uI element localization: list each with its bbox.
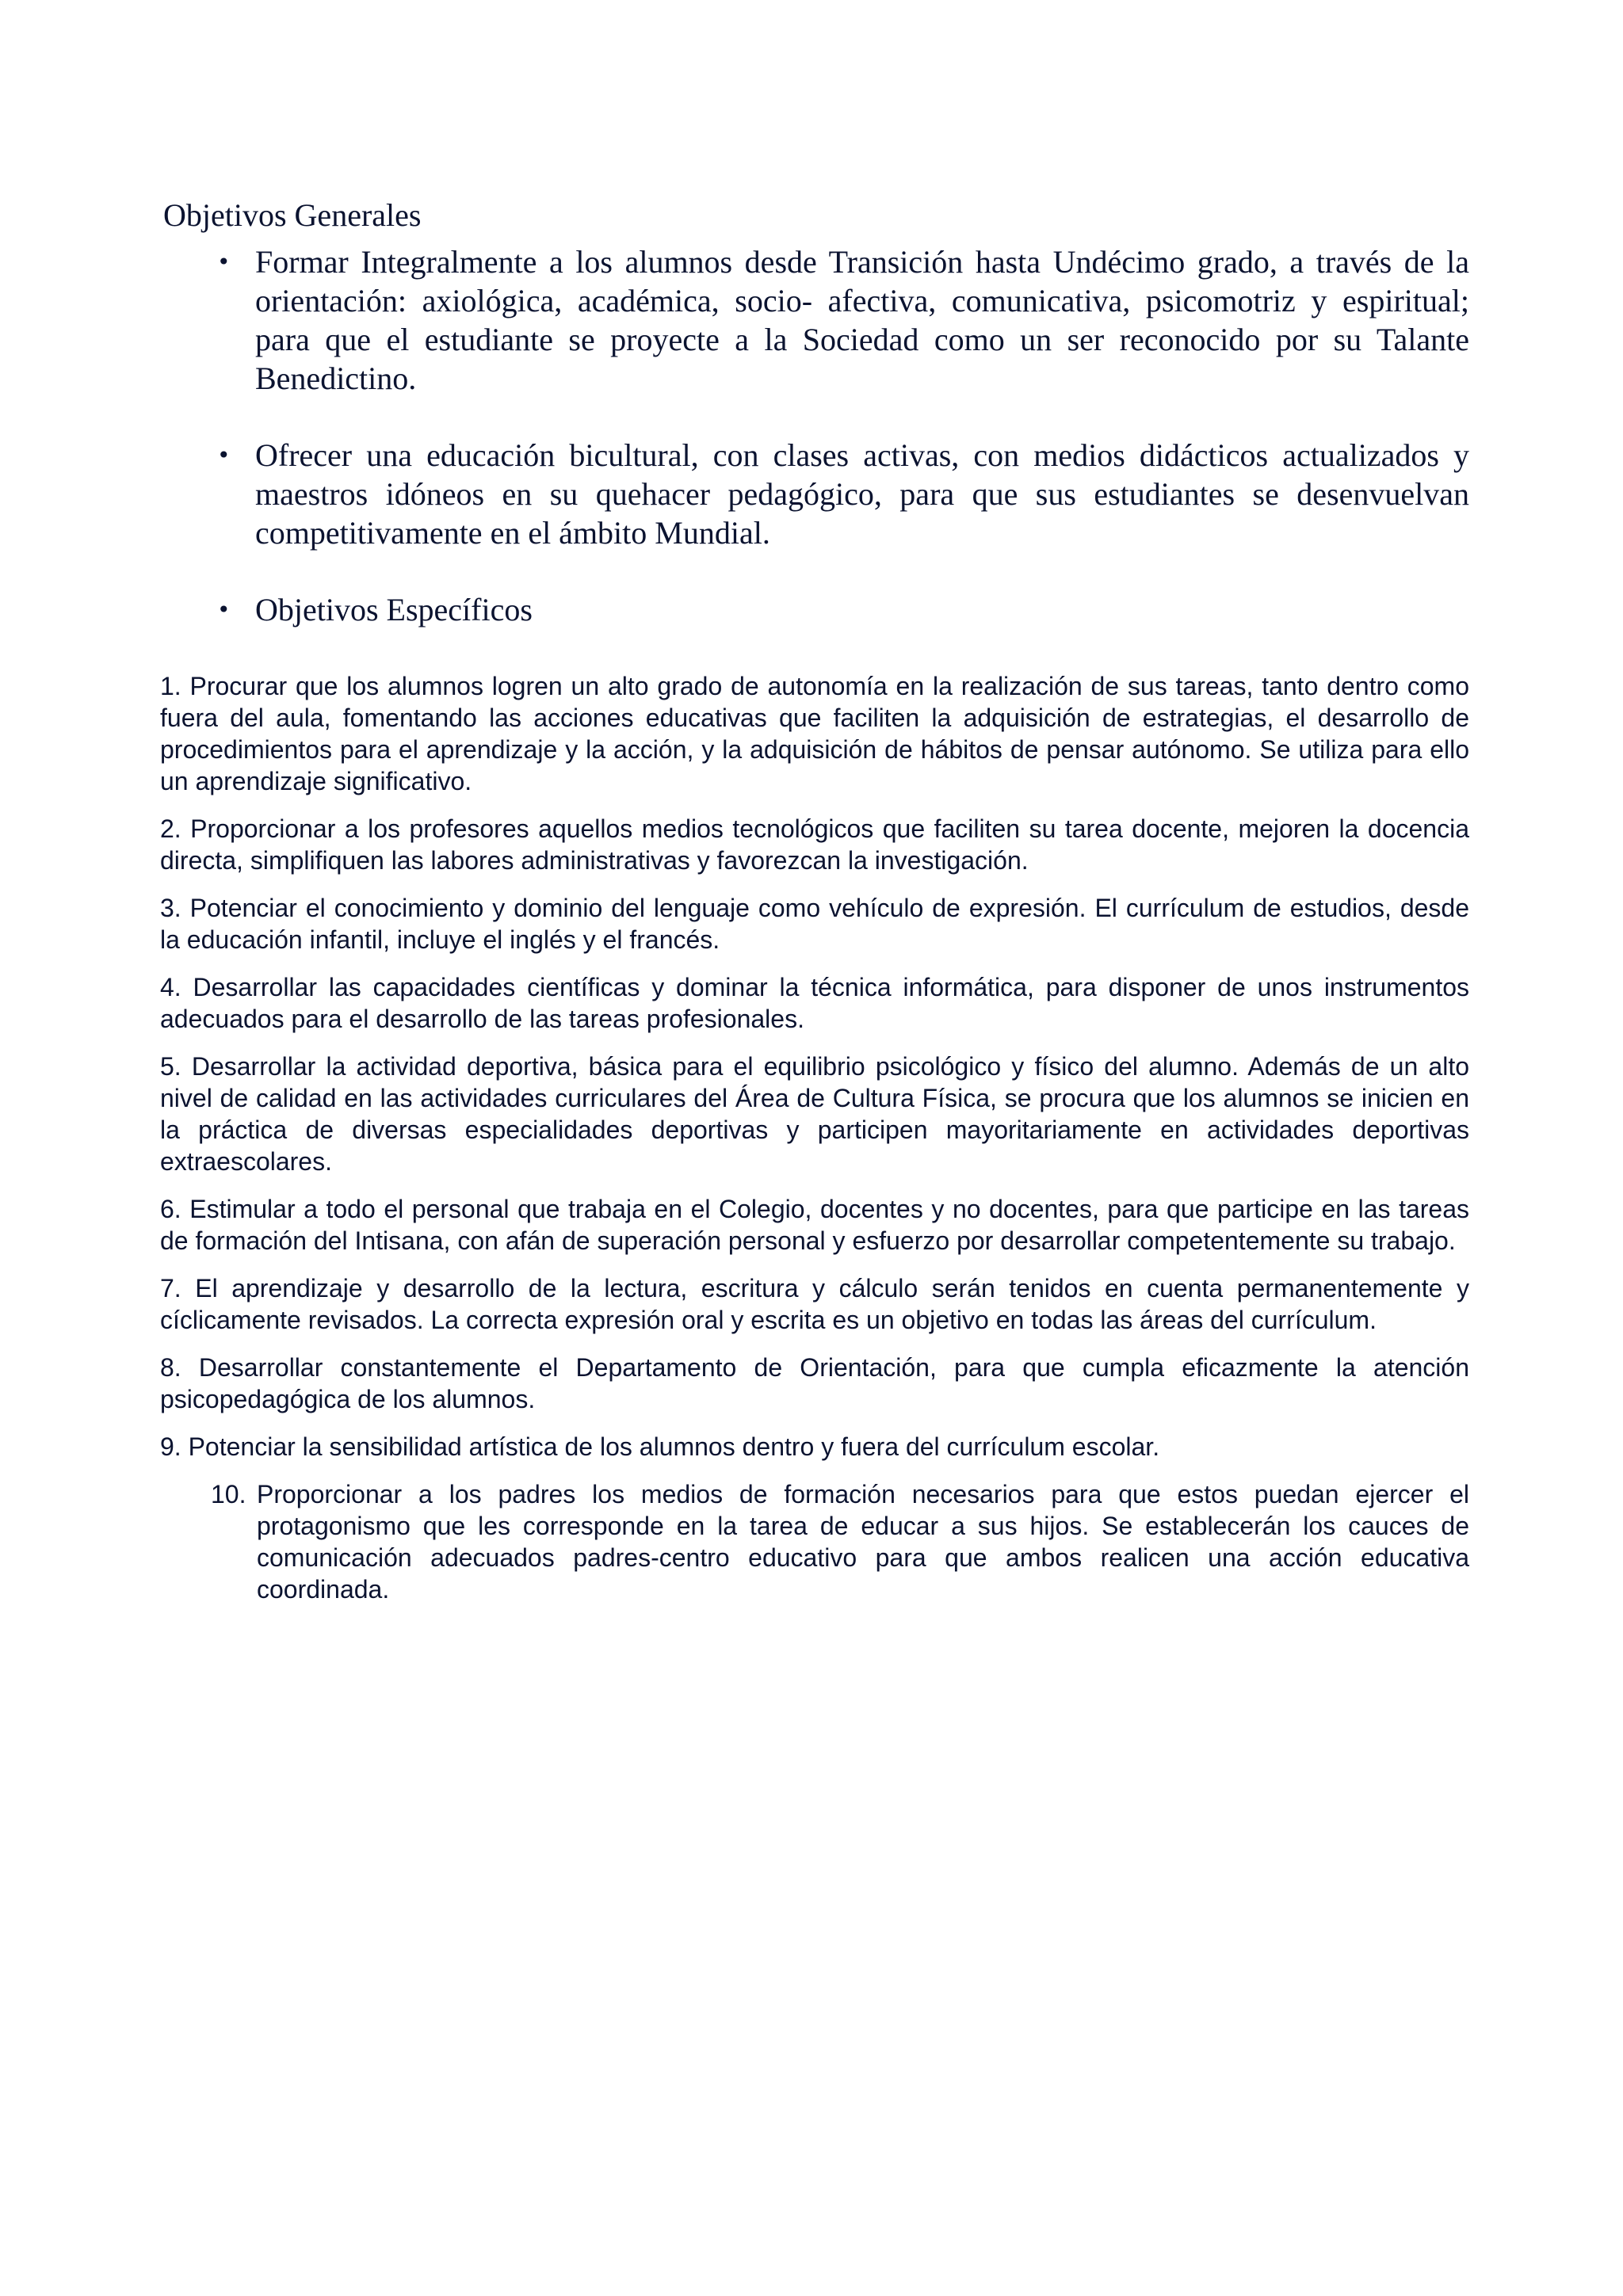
objective-text: Proporcionar a los padres los medios de formación necesarios para que estos puedan ejercer el protagonismo que les corresponde en la tarea de educar a sus hijos. Se establecerán los cauces de comunicación adecuados padres-centro educativo para que ambos realicen una acción educativa coordinada.	[257, 1480, 1469, 1604]
bullet-icon: •	[217, 249, 231, 275]
specific-objective-10	[211, 1478, 1469, 1605]
bullet-icon: •	[217, 597, 231, 623]
specific-objective-7: 7. El aprendizaje y desarrollo de la lectura, escritura y cálculo serán tenidos en cuenta permanentemente y cíclicamente revisados. La correcta expresión oral y escrita es un objetivo en todas las áreas del currículum.	[160, 1274, 1469, 1334]
specific-objectives-list	[160, 670, 1469, 1621]
specific-objectives-heading: Objetivos Específicos	[255, 592, 533, 627]
objective-number: 10.	[211, 1480, 246, 1508]
general-objective-text: Ofrecer una educación bicultural, con clases activas, con medios didácticos actualizados y maestros idóneos en su quehacer pedagógico, para que sus estudiantes se desenvuelvan competitivamente en el ámbito Mundial.	[255, 437, 1469, 551]
list-item	[217, 436, 1469, 552]
specific-objective-3: 3. Potenciar el conocimiento y dominio del lenguaje como vehículo de expresión. El currículum de estudios, desde la educación infantil, incluye el inglés y el francés.	[160, 894, 1469, 954]
specific-objective-2: 2. Proporcionar a los profesores aquellos medios tecnológicos que faciliten su tarea docente, mejoren la docencia directa, simplifiquen las labores administrativas y favorezcan la investigación.	[160, 814, 1469, 875]
specific-objective-4: 4. Desarrollar las capacidades científicas y dominar la técnica informática, para disponer de unos instrumentos adecuados para el desarrollo de las tareas profesionales.	[160, 973, 1469, 1033]
section-heading: Objetivos Generales	[163, 197, 422, 233]
bullet-icon: •	[217, 442, 231, 468]
specific-objective-6: 6. Estimular a todo el personal que trabaja en el Colegio, docentes y no docentes, para que participe en las tareas de formación del Intisana, con afán de superación personal y esfuerzo por desarrollar competentemente su trabajo.	[160, 1195, 1469, 1255]
specific-objective-5: 5. Desarrollar la actividad deportiva, básica para el equilibrio psicológico y físico del alumno. Además de un alto nivel de calidad en las actividades curriculares del Área de Cultura Física, se procura que los alumnos se inicien en la práctica de diversas especialidades deportivas y participen mayoritariamente en actividades deportivas extraescolares.	[160, 1052, 1469, 1176]
specific-objective-1: 1. Procurar que los alumnos logren un alto grado de autonomía en la realización de sus tareas, tanto dentro como fuera del aula, fomentando las acciones educativas que faciliten la adquisición de estrategias, el desarrollo de procedimientos para el aprendizaje y la acción, y la adquisición de hábitos de pensar autónomo. Se utiliza para ello un aprendizaje significativo.	[160, 672, 1469, 795]
specific-objective-9: 9. Potenciar la sensibilidad artística de los alumnos dentro y fuera del currículum escolar.	[160, 1432, 1160, 1461]
list-item	[217, 590, 1469, 629]
specific-objective-8: 8. Desarrollar constantemente el Departamento de Orientación, para que cumpla eficazmente la atención psicopedagógica de los alumnos.	[160, 1353, 1469, 1413]
general-objective-text: Formar Integralmente a los alumnos desde Transición hasta Undécimo grado, a través de la orientación: axiológica, académica, socio- afectiva, comunicativa, psicomotriz y espiritual; para que el estudiante se proyecte a la Sociedad como un ser reconocido por su Talante Benedictino.	[255, 244, 1469, 396]
list-item	[217, 242, 1469, 398]
general-objectives-list	[0, 242, 1623, 667]
